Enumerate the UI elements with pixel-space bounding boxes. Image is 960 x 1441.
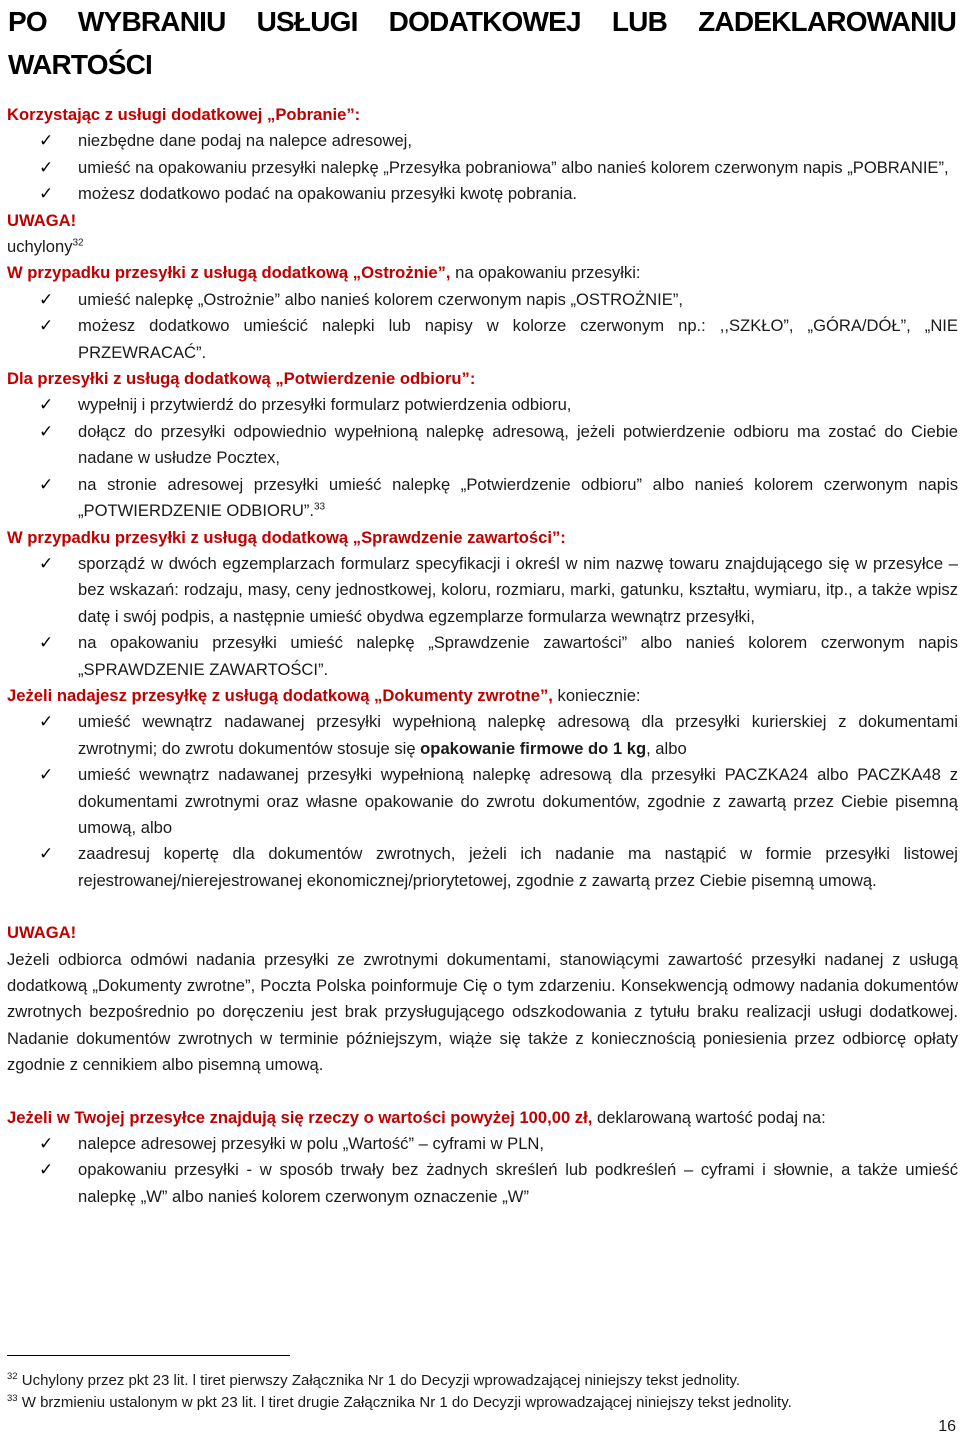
checklist-potwierdzenie — [7, 392, 958, 524]
list-item: ✓ na stronie adresowej przesyłki umieść nalepkę „Potwierdzenie odbioru” albo nanieś kolorem czerwonym napis „POTWIERDZENIE ODBIORU”.$^{33}$ — [7, 472, 958, 525]
footnote-ref: 33 — [314, 501, 326, 513]
checklist-dokumenty — [7, 709, 958, 894]
footnote-number: 33 — [7, 1393, 18, 1404]
list-item: ✓ na opakowaniu przesyłki umieść nalepkę „Sprawdzenie zawartości” albo nanieś kolorem czerwonym napis „SPRAWDZENIE ZAWARTOŚCI”. — [7, 630, 958, 683]
checklist-ostroznie — [7, 287, 958, 366]
section-heading-dokumenty: Jeżeli nadajesz przesyłkę z usługą dodatkową „Dokumenty zwrotne”, koniecznie: — [7, 685, 641, 705]
document-body — [7, 102, 958, 1210]
list-item: ✓ umieść wewnątrz nadawanej przesyłki wypełnioną nalepkę adresową dla przesyłki kurierskiej z dokumentami zwrotnymi; do zwrotu dokumentów stosuje się opakowanie firmowe do 1 kg, albo — [7, 709, 958, 762]
warning-paragraph: Jeżeli odbiorca odmówi nadania przesyłki ze zwrotnymi dokumentami, stanowiącymi zawartość przesyłki nadanej z usługą dodatkową „Dokumenty zwrotne”, Poczta Polska poinformuje Cię o tym zdarzeniu. Konsekwencją odmowy nadania dokumentów zwrotnych bezpośrednio po doręczeniu jest brak przysługującego odszkodowania z tytułu braku realizacji usługi dodatkowej. Nadanie dokumentów zwrotnych w terminie późniejszym, wiąże się także z koniecznością poniesienia przez odbiorcę opłaty zgodnie z cennikiem albo pisemną umową. — [7, 949, 958, 1075]
check-icon: ✓ — [39, 1134, 54, 1154]
page-title: PO WYBRANIU USŁUGI DODATKOWEJ LUB ZADEKLAROWANIU WARTOŚCI — [8, 6, 956, 80]
check-icon: ✓ — [39, 1160, 54, 1180]
list-item: ✓ umieść wewnątrz nadawanej przesyłki wypełnioną nalepkę adresową dla przesyłki PACZKA24 albo PACZKA48 z dokumentami zwrotnymi oraz własne opakowanie do zwrotu dokumentów, zgodnie z zawartą przez Ciebie pisemną umową, albo — [7, 762, 958, 841]
emphasis-text: opakowanie firmowe do 1 kg — [420, 738, 647, 758]
list-item: ✓ niezbędne dane podaj na nalepce adresowej, — [7, 128, 958, 154]
list-item: ✓ sporządź w dwóch egzemplarzach formularz specyfikacji i określ w nim nazwę towaru znajdującego się w przesyłce – bez wskazań: rodzaju, masy, ceny jednostkowej, koloru, rozmiaru, marki, gatunku, kształtu, wymiaru, itp., a także wpisz datę i swój podpis, a następnie umieść obydwa egzemplarze formularza wewnątrz przesyłki, — [7, 551, 958, 630]
check-icon: ✓ — [39, 633, 54, 653]
check-icon: ✓ — [39, 157, 54, 177]
repealed-note: uchylony$^{32}$ — [7, 237, 84, 257]
list-item: ✓ dołącz do przesyłki odpowiednio wypełnioną nalepkę adresową, jeżeli potwierdzenie odbioru ma zostać do Ciebie nadane w usłudze Pocztex, — [7, 419, 958, 472]
list-item: ✓ możesz dodatkowo umieścić nalepki lub napisy w kolorze czerwonym np.: ,,SZKŁO”, „GÓRA/DÓŁ”, „NIE PRZEWRACAĆ”. — [7, 313, 958, 366]
footnote-number: 32 — [7, 1371, 18, 1382]
footnote: $^{33}$ W brzmieniu ustalonym w pkt 23 lit. l tiret drugie Załącznika Nr 1 do Decyzji wprowadzającej niniejszy tekst jednolity. — [7, 1393, 792, 1411]
section-heading-potwierdzenie: Dla przesyłki z usługą dodatkową „Potwierdzenie odbioru”: — [7, 369, 476, 389]
list-item: ✓ zaadresuj kopertę dla dokumentów zwrotnych, jeżeli ich nadanie ma nastąpić w formie przesyłki listowej rejestrowanej/nierejestrowanej ekonomicznej/priorytetowej, zgodnie z zawartą przez Ciebie pisemną umową. — [7, 841, 958, 894]
check-icon: ✓ — [39, 712, 54, 732]
spacer — [7, 894, 958, 920]
list-item: ✓ opakowaniu przesyłki - w sposób trwały bez żadnych skreśleń lub podkreśleń – cyframi i słownie, a także umieść nalepkę „W” albo nanieś kolorem czerwonym oznaczenie „W” — [7, 1157, 958, 1210]
check-icon: ✓ — [39, 474, 54, 494]
warning-label: UWAGA! — [7, 210, 77, 230]
section-heading-pobranie: Korzystając z usługi dodatkowej „Pobranie”: — [7, 105, 361, 124]
check-icon: ✓ — [39, 395, 54, 415]
list-item: ✓ możesz dodatkowo podać na opakowaniu przesyłki kwotę pobrania. — [7, 181, 958, 207]
list-item: ✓ nalepce adresowej przesyłki w polu „Wartość” – cyframi w PLN, — [7, 1131, 958, 1157]
check-icon: ✓ — [39, 553, 54, 573]
page-number: 16 — [938, 1418, 956, 1435]
check-icon: ✓ — [39, 289, 54, 309]
check-icon: ✓ — [39, 421, 54, 441]
section-heading-sprawdzenie: W przypadku przesyłki z usługą dodatkową „Sprawdzenie zawartości”: — [7, 527, 566, 547]
footnote-ref: 32 — [72, 237, 84, 249]
checklist-pobranie — [7, 128, 958, 207]
section-heading-ostroznie: W przypadku przesyłki z usługą dodatkową „Ostrożnie”, na opakowaniu przesyłki: — [7, 263, 641, 283]
warning-label: UWAGA! — [7, 923, 77, 943]
check-icon: ✓ — [39, 131, 54, 151]
footnote-divider — [7, 1355, 290, 1356]
checklist-sprawdzenie — [7, 551, 958, 683]
list-item: ✓ umieść nalepkę „Ostrożnie” albo nanieś kolorem czerwonym napis „OSTROŻNIE”, — [7, 287, 958, 313]
check-icon: ✓ — [39, 184, 54, 204]
list-item: ✓ wypełnij i przytwierdź do przesyłki formularz potwierdzenia odbioru, — [7, 392, 958, 418]
spacer — [7, 1079, 958, 1105]
checklist-wartosc — [7, 1131, 958, 1210]
check-icon: ✓ — [39, 316, 54, 336]
footnote: $^{32}$ Uchylony przez pkt 23 lit. l tiret pierwszy Załącznika Nr 1 do Decyzji wprowadzającej niniejszy tekst jednolity. — [7, 1371, 741, 1389]
footnotes — [7, 1370, 958, 1414]
section-heading-wartosc: Jeżeli w Twojej przesyłce znajdują się rzeczy o wartości powyżej 100,00 zł, deklarowaną wartość podaj na: — [7, 1107, 826, 1127]
check-icon: ✓ — [39, 765, 54, 785]
list-item: ✓ umieść na opakowaniu przesyłki nalepkę „Przesyłka pobraniowa” albo nanieś kolorem czerwonym napis „POBRANIE”, — [7, 155, 958, 181]
check-icon: ✓ — [39, 844, 54, 864]
